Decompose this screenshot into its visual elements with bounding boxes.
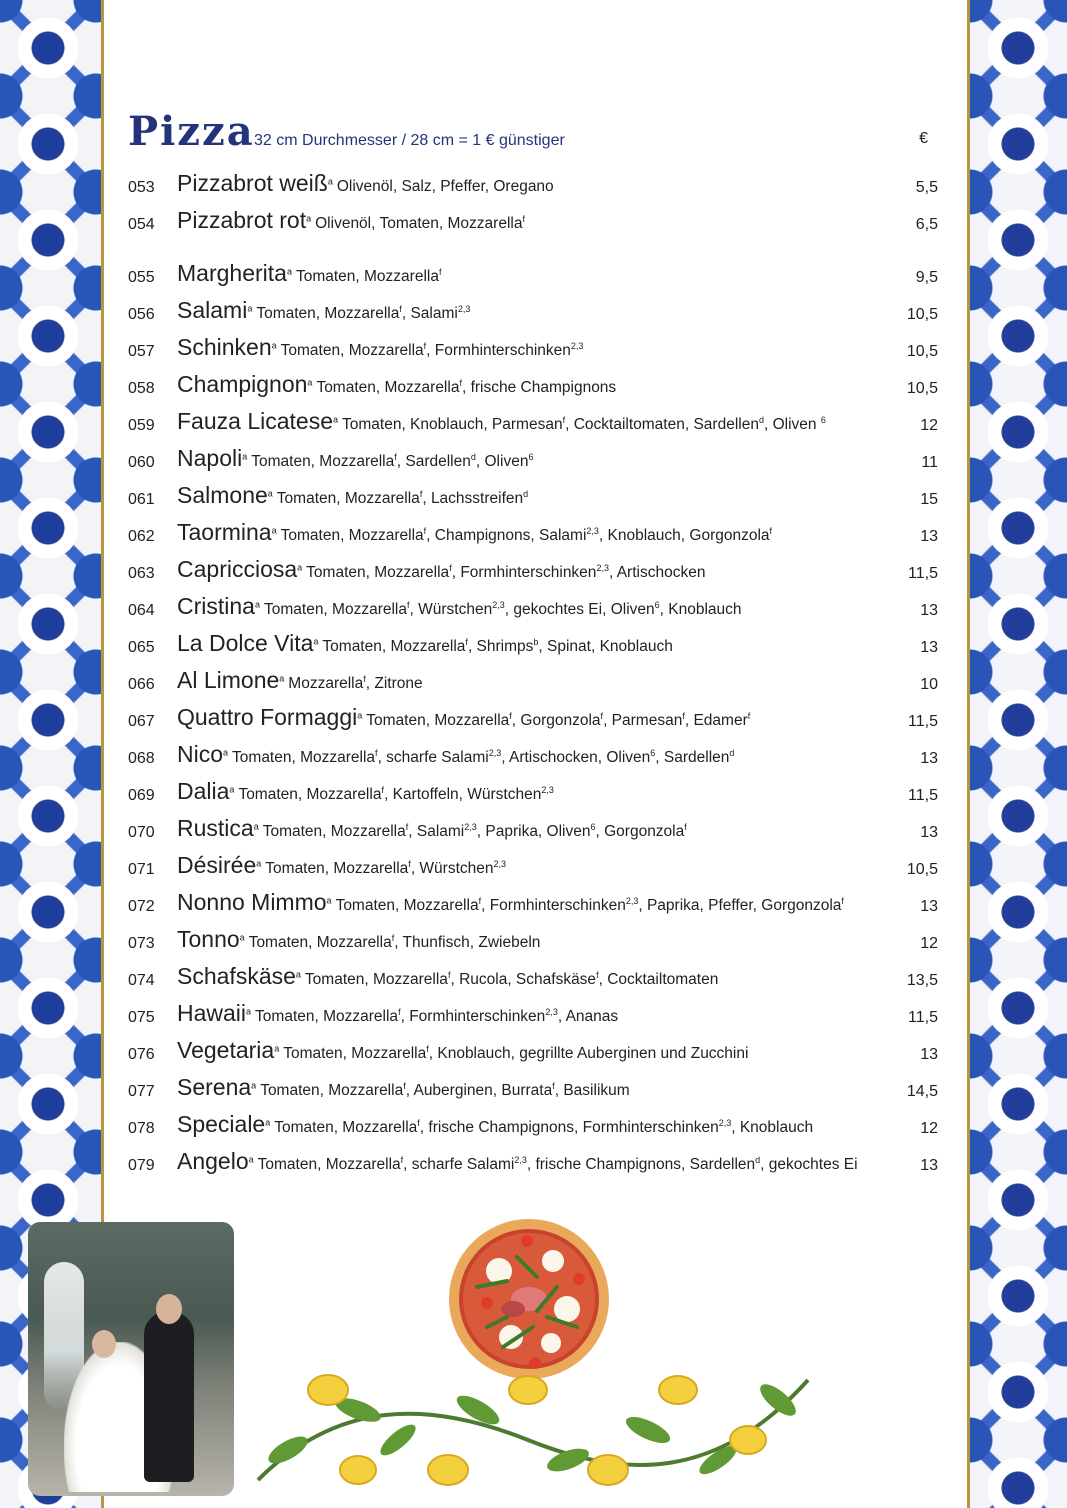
item-number: 054 <box>128 216 155 233</box>
pizza-illustration-icon <box>447 1217 611 1381</box>
item-number: 055 <box>128 269 155 286</box>
item-name: Désirée <box>177 852 257 878</box>
allergen-marker: a <box>253 821 259 832</box>
currency-label: € <box>919 130 928 147</box>
item-name: Schafskäse <box>177 963 296 989</box>
item-number: 060 <box>128 454 155 471</box>
item-name: Pizzabrot rot <box>177 207 307 233</box>
item-price: 9,5 <box>915 269 938 286</box>
item-description: Olivenöl, Tomaten, Mozzarella$^f$ <box>315 213 525 232</box>
item-number: 065 <box>128 639 155 656</box>
groom-suit-icon <box>144 1312 194 1482</box>
menu-item <box>128 998 938 1035</box>
size-note: 32 cm Durchmesser / 28 cm = 1 € günstiger <box>254 132 565 149</box>
item-number: 061 <box>128 491 155 508</box>
item-line <box>177 445 533 472</box>
item-price: 13 <box>920 898 938 915</box>
item-number: 066 <box>128 676 155 693</box>
item-number: 068 <box>128 750 155 767</box>
allergen-marker: a <box>326 895 332 906</box>
item-price: 13 <box>920 824 938 841</box>
menu-item <box>128 924 938 961</box>
menu-item <box>128 1072 938 1109</box>
item-price: 10,5 <box>906 343 938 360</box>
item-line <box>177 207 525 234</box>
item-price: 13 <box>920 639 938 656</box>
item-line <box>177 815 687 842</box>
item-name: Pizzabrot weiß <box>177 170 328 196</box>
menu-item <box>128 517 938 554</box>
item-name: Salmone <box>177 482 268 508</box>
allergen-marker: a <box>229 784 235 795</box>
menu-item <box>128 443 938 480</box>
allergen-marker: a <box>297 562 303 573</box>
allergen-marker: a <box>267 488 273 499</box>
allergen-marker: a <box>357 710 363 721</box>
item-line <box>177 556 705 583</box>
allergen-marker: a <box>307 377 313 388</box>
item-description: Tomaten, Mozzarella$^f$, Kartoffeln, Würstchen$^{2,3}$ <box>238 784 554 803</box>
item-name: Salami <box>177 297 248 323</box>
item-description: Tomaten, Knoblauch, Parmesan$^f$, Cocktailtomaten, Sardellen$^d$, Oliven $^6$ <box>342 414 826 433</box>
item-price: 13,5 <box>906 972 938 989</box>
lemon-branch-icon <box>248 1360 818 1500</box>
item-number: 069 <box>128 787 155 804</box>
item-number: 075 <box>128 1009 155 1026</box>
item-price: 15 <box>920 491 938 508</box>
menu-item <box>128 887 938 924</box>
item-name: Cristina <box>177 593 255 619</box>
menu-item <box>128 168 938 205</box>
item-line <box>177 408 826 435</box>
item-number: 070 <box>128 824 155 841</box>
item-description: Tomaten, Mozzarella$^f$, Knoblauch, gegrillte Auberginen und Zucchini <box>283 1043 749 1062</box>
item-description: Tomaten, Mozzarella$^f$, Formhinterschinken$^{2,3}$, Ananas <box>255 1006 619 1025</box>
item-line <box>177 1074 630 1101</box>
item-line <box>177 889 844 916</box>
menu-item <box>128 813 938 850</box>
item-name: Tonno <box>177 926 240 952</box>
item-line <box>177 1111 813 1138</box>
item-description: Tomaten, Mozzarella$^f$, Lachsstreifen$^d$ <box>276 488 529 507</box>
item-price: 10,5 <box>906 306 938 323</box>
item-description: Tomaten, Mozzarella$^f$, Formhinterschinken$^{2,3}$ <box>280 340 584 359</box>
item-description: Tomaten, Mozzarella$^f$, Würstchen$^{2,3}$, gekochtes Ei, Oliven$^6$, Knoblauch <box>263 599 742 618</box>
menu-item <box>128 628 938 665</box>
wedding-photo <box>28 1222 234 1496</box>
allergen-marker: a <box>242 451 248 462</box>
item-price: 10,5 <box>906 380 938 397</box>
allergen-marker: a <box>265 1117 271 1128</box>
item-description: Tomaten, Mozzarella$^f$, frische Champignons <box>316 377 617 396</box>
allergen-marker: a <box>271 340 277 351</box>
menu-item <box>128 554 938 591</box>
item-line <box>177 741 734 768</box>
item-price: 12 <box>920 935 938 952</box>
allergen-marker: a <box>306 213 312 224</box>
item-price: 11,5 <box>908 1009 938 1026</box>
item-price: 13 <box>920 1157 938 1174</box>
allergen-marker: a <box>256 858 262 869</box>
item-number: 064 <box>128 602 155 619</box>
item-description: Tomaten, Mozzarella$^f$, Auberginen, Burrata$^f$, Basilikum <box>260 1080 630 1099</box>
menu-item <box>128 739 938 776</box>
item-description: Olivenöl, Salz, Pfeffer, Oregano <box>336 178 554 195</box>
item-number: 074 <box>128 972 155 989</box>
allergen-marker: a <box>295 969 301 980</box>
item-description: Tomaten, Mozzarella$^f$, Gorgonzola$^f$, Parmesan$^f$, Edamer$^f$ <box>366 710 751 729</box>
item-line <box>177 1037 748 1064</box>
item-line <box>177 778 554 805</box>
menu-item <box>128 480 938 517</box>
page-title: Pizza <box>128 108 255 155</box>
item-number: 056 <box>128 306 155 323</box>
item-line <box>177 926 540 953</box>
item-name: Dalia <box>177 778 230 804</box>
allergen-marker: a <box>332 414 338 425</box>
item-line <box>177 334 583 361</box>
menu-item <box>128 1109 938 1146</box>
item-price: 5,5 <box>915 179 938 196</box>
item-name: Angelo <box>177 1148 249 1174</box>
item-number: 067 <box>128 713 155 730</box>
item-price: 11,5 <box>908 713 938 730</box>
item-number: 063 <box>128 565 155 582</box>
item-price: 13 <box>920 602 938 619</box>
item-name: Vegetaria <box>177 1037 275 1063</box>
item-number: 053 <box>128 179 155 196</box>
allergen-marker: a <box>251 1080 257 1091</box>
menu-item <box>128 369 938 406</box>
item-price: 14,5 <box>906 1083 938 1100</box>
allergen-marker: a <box>271 525 277 536</box>
item-name: La Dolce Vita <box>177 630 314 656</box>
item-description: Tomaten, Mozzarella$^f$, Formhinterschinken$^{2,3}$, Artischocken <box>306 562 706 581</box>
menu-item <box>128 205 938 242</box>
menu-header <box>128 108 938 158</box>
menu-item <box>128 961 938 998</box>
menu-item <box>128 776 938 813</box>
item-description: Tomaten, Mozzarella$^f$, Salami$^{2,3}$, Paprika, Oliven$^6$, Gorgonzola$^f$ <box>262 821 687 840</box>
item-line <box>177 704 750 731</box>
item-number: 062 <box>128 528 155 545</box>
item-name: Quattro Formaggi <box>177 704 358 730</box>
menu-item <box>128 332 938 369</box>
item-price: 10 <box>920 676 938 693</box>
item-description: Mozzarella$^f$, Zitrone <box>288 673 423 692</box>
allergen-marker: a <box>246 1006 252 1017</box>
item-name: Margherita <box>177 260 287 286</box>
allergen-marker: a <box>274 1043 280 1054</box>
item-number: 079 <box>128 1157 155 1174</box>
tile-border-right <box>970 0 1067 1508</box>
menu-item <box>128 258 938 295</box>
item-description: Tomaten, Mozzarella$^f$, frische Champignons, Formhinterschinken$^{2,3}$, Knoblauch <box>274 1117 814 1136</box>
item-name: Napoli <box>177 445 243 471</box>
item-price: 11,5 <box>908 565 938 582</box>
allergen-marker: a <box>313 636 319 647</box>
item-line <box>177 963 718 990</box>
allergen-marker: a <box>327 176 333 187</box>
item-name: Serena <box>177 1074 252 1100</box>
item-price: 11 <box>921 454 938 471</box>
item-description: Tomaten, Mozzarella$^f$, scharfe Salami$^{2,3}$, frische Champignons, Sardellen$^d$, gekochtes Ei <box>257 1154 858 1173</box>
item-line <box>177 260 441 287</box>
allergen-marker: a <box>239 932 245 943</box>
item-price: 13 <box>920 750 938 767</box>
item-number: 077 <box>128 1083 155 1100</box>
item-description: Tomaten, Mozzarella$^f$, Shrimps$^b$, Spinat, Knoblauch <box>322 636 673 655</box>
item-description: Tomaten, Mozzarella$^f$ <box>295 266 442 285</box>
item-name: Al Limone <box>177 667 280 693</box>
item-number: 072 <box>128 898 155 915</box>
allergen-marker: a <box>248 1154 254 1165</box>
item-description: Tomaten, Mozzarella$^f$, Thunfisch, Zwiebeln <box>248 932 541 951</box>
item-price: 13 <box>920 1046 938 1063</box>
item-price: 11,5 <box>908 787 938 804</box>
item-description: Tomaten, Mozzarella$^f$, Champignons, Salami$^{2,3}$, Knoblauch, Gorgonzola$^f$ <box>280 525 773 544</box>
item-name: Capricciosa <box>177 556 298 582</box>
item-line <box>177 482 528 509</box>
item-description: Tomaten, Mozzarella$^f$, Würstchen$^{2,3}$ <box>265 858 507 877</box>
menu-item <box>128 1035 938 1072</box>
item-name: Fauza Licatese <box>177 408 333 434</box>
item-name: Rustica <box>177 815 254 841</box>
item-line <box>177 1000 618 1027</box>
item-number: 071 <box>128 861 155 878</box>
item-number: 076 <box>128 1046 155 1063</box>
item-name: Nonno Mimmo <box>177 889 327 915</box>
allergen-marker: a <box>247 303 253 314</box>
item-description: Tomaten, Mozzarella$^f$, Formhinterschinken$^{2,3}$, Paprika, Pfeffer, Gorgonzola$^f$ <box>335 895 844 914</box>
item-name: Speciale <box>177 1111 266 1137</box>
menu-item <box>128 702 938 739</box>
allergen-marker: a <box>254 599 260 610</box>
gold-rule-right <box>967 0 970 1508</box>
item-line <box>177 519 772 546</box>
item-number: 073 <box>128 935 155 952</box>
item-line <box>177 667 423 694</box>
item-price: 12 <box>920 1120 938 1137</box>
groom-head-icon <box>156 1294 182 1324</box>
menu-item <box>128 1146 938 1183</box>
item-line <box>177 297 470 324</box>
item-number: 058 <box>128 380 155 397</box>
item-price: 6,5 <box>915 216 938 233</box>
item-name: Taormina <box>177 519 272 545</box>
item-number: 078 <box>128 1120 155 1137</box>
item-description: Tomaten, Mozzarella$^f$, Sardellen$^d$, Oliven$^6$ <box>251 451 534 470</box>
allergen-marker: a <box>286 266 292 277</box>
item-number: 057 <box>128 343 155 360</box>
item-name: Champignon <box>177 371 308 397</box>
item-line <box>177 1148 858 1175</box>
item-line <box>177 170 554 197</box>
item-description: Tomaten, Mozzarella$^f$, Salami$^{2,3}$ <box>256 303 471 322</box>
item-line <box>177 630 673 657</box>
item-line <box>177 852 506 879</box>
item-description: Tomaten, Mozzarella$^f$, Rucola, Schafskäse$^f$, Cocktailtomaten <box>304 969 719 988</box>
pizza-list <box>128 168 938 1183</box>
item-price: 12 <box>920 417 938 434</box>
item-description: Tomaten, Mozzarella$^f$, scharfe Salami$^{2,3}$, Artischocken, Oliven$^6$, Sardellen$^d$ <box>232 747 735 766</box>
item-price: 10,5 <box>906 861 938 878</box>
item-line <box>177 371 616 398</box>
allergen-marker: a <box>223 747 229 758</box>
item-line <box>177 593 742 620</box>
item-name: Hawaii <box>177 1000 247 1026</box>
menu-item <box>128 850 938 887</box>
menu-item <box>128 591 938 628</box>
allergen-marker: a <box>279 673 285 684</box>
menu-item <box>128 406 938 443</box>
item-name: Schinken <box>177 334 272 360</box>
item-number: 059 <box>128 417 155 434</box>
menu-item <box>128 665 938 702</box>
bride-head-icon <box>92 1330 116 1358</box>
item-name: Nico <box>177 741 224 767</box>
menu-item <box>128 295 938 332</box>
item-price: 13 <box>920 528 938 545</box>
